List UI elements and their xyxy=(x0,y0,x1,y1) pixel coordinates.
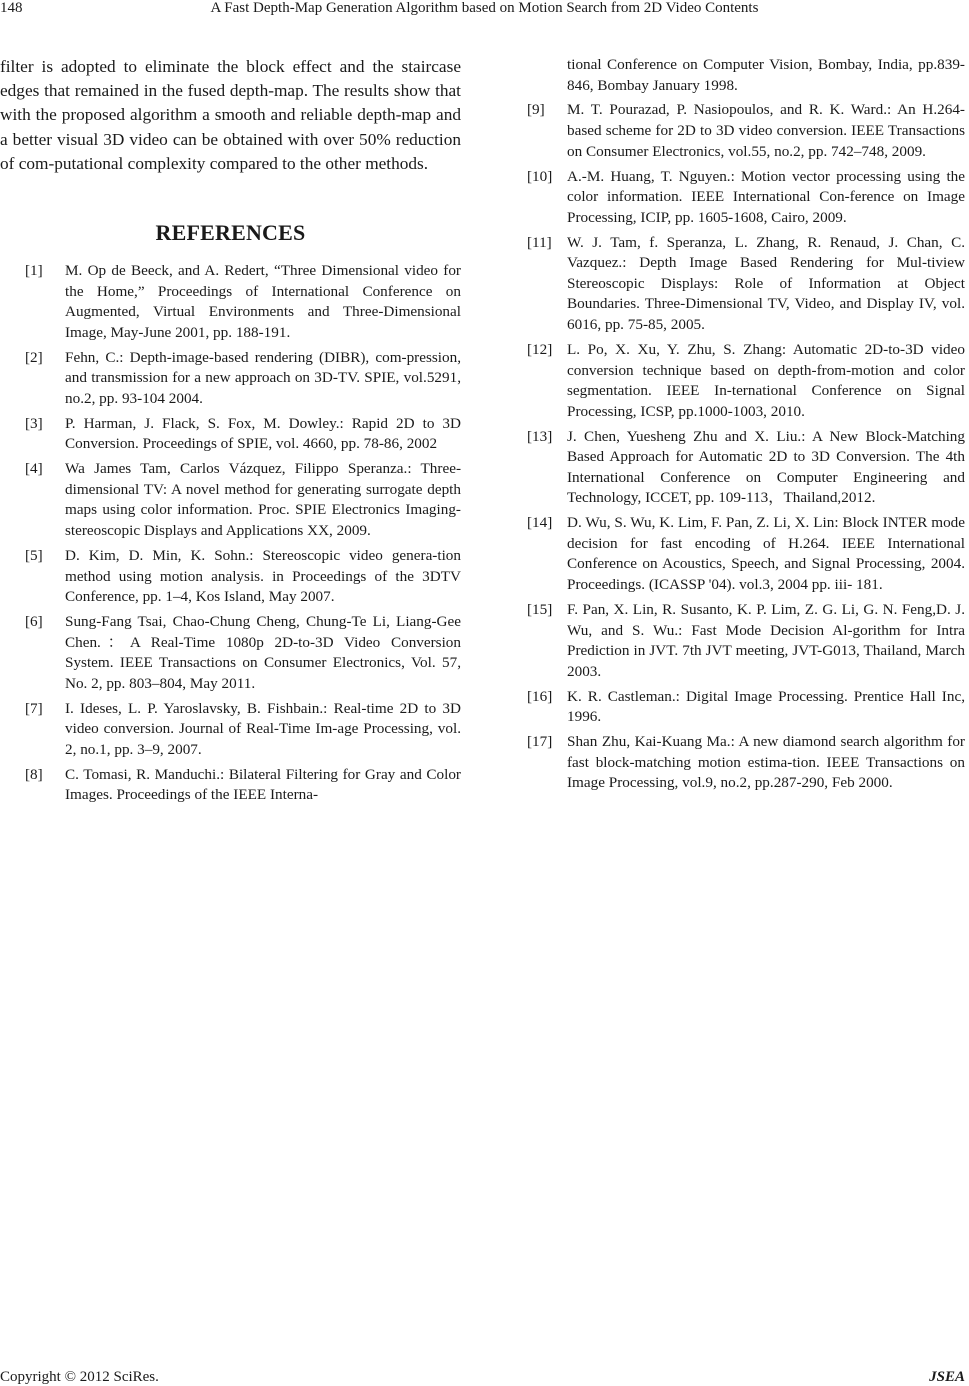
reference-item xyxy=(0,261,461,343)
reference-text: L. Po, X. Xu, Y. Zhu, S. Zhang: Automatic 2D-to-3D video conversion technique based on depth-from-motion and color segmentation. IEEE In-ternational Conference on Signal Processing, ICSP, pp.1000-1003, 2010. xyxy=(567,340,965,420)
reference-text: K. R. Castleman.: Digital Image Processing. Prentice Hall Inc, 1996. xyxy=(567,687,965,726)
page-number: 148 xyxy=(0,0,23,16)
reference-number: [16] xyxy=(527,687,553,705)
reference-number: [10] xyxy=(527,167,553,185)
references-list-right xyxy=(527,100,965,793)
reference-text: J. Chen, Yuesheng Zhu and X. Liu.: A New Block-Matching Based Approach for Automatic 2D to 3D Conversion. The 4th International Conference on Computer Engineering and Technology, ICCET, pp. 109-113，Thailand,2012. xyxy=(567,427,965,507)
reference-item xyxy=(0,348,461,410)
reference-text: M. Op de Beeck, and A. Redert, “Three Dimensional video for the Home,” Proceedings of International Conference on Augmented, Virtual Environments and Three-Dimensional Image, May-June 2001, pp. 188-191. xyxy=(65,262,461,341)
reference-item xyxy=(527,427,965,509)
reference-text: A.-M. Huang, T. Nguyen.: Motion vector processing using the color information. IEEE International Con-ference on Image Processing, ICIP, pp. 1605-1608, Cairo, 2009. xyxy=(567,167,965,226)
reference-number: [14] xyxy=(527,514,553,532)
reference-number: [17] xyxy=(527,733,553,751)
reference-number: [13] xyxy=(527,427,553,445)
left-column xyxy=(0,55,461,810)
reference-item xyxy=(527,513,965,595)
reference-number: [9] xyxy=(527,101,545,119)
reference-item xyxy=(527,340,965,422)
reference-number: [3] xyxy=(25,414,43,432)
reference-item xyxy=(527,732,965,794)
reference-item xyxy=(527,100,965,162)
reference-number: [11] xyxy=(527,233,552,251)
reference-item xyxy=(527,233,965,336)
references-heading: REFERENCES xyxy=(155,220,306,246)
running-title: A Fast Depth-Map Generation Algorithm based on Motion Search from 2D Video Contents xyxy=(210,0,759,16)
reference-8-continuation: tional Conference on Computer Vision, Bombay, India, pp.839-846, Bombay January 1998. xyxy=(567,56,965,94)
reference-item xyxy=(527,687,965,728)
reference-number: [6] xyxy=(25,613,43,630)
reference-item xyxy=(0,699,461,761)
reference-number: [4] xyxy=(25,460,43,478)
reference-number: [15] xyxy=(527,600,553,618)
reference-number: [12] xyxy=(527,340,553,358)
reference-text: D. Wu, S. Wu, K. Lim, F. Pan, Z. Li, X. Lin: Block INTER mode decision for fast encoding of H.264. IEEE International Conference on Acoustics, Speech, and Signal Processing, 2004. Proceedings. (ICASSP '04). vol.3, 2004 pp. iii- 181. xyxy=(567,514,965,594)
reference-text: D. Kim, D. Min, K. Sohn.: Stereoscopic video genera-tion method using motion analysis. in Proceedings of the 3DTV Conference, pp. 1–4, Kos Island, May 2007. xyxy=(65,546,461,606)
reference-item xyxy=(0,459,461,541)
body-paragraph: filter is adopted to eliminate the block effect and the staircase edges that remained in the fused depth-map. The results show that with the proposed algorithm a smooth and reliable depth-map and a better visual 3D video can be obtained with over 50% reduction of com-putational complexity compared to the other methods. xyxy=(0,57,461,173)
reference-number: [7] xyxy=(25,699,43,717)
reference-item xyxy=(0,765,461,806)
reference-text: Wa James Tam, Carlos Vázquez, Filippo Speranza.: Three-dimensional TV: A novel method for generating surrogate depth maps using color information. Proc. SPIE Electronics Imaging-stereoscopic Displays and Applications XX, 2009. xyxy=(65,460,461,540)
reference-item xyxy=(0,612,461,694)
references-list-left xyxy=(0,261,461,806)
reference-text: M. T. Pourazad, P. Nasiopoulos, and R. K. Ward.: An H.264-based scheme for 2D to 3D video conversion. IEEE Transactions on Consumer Electronics, vol.55, no.2, pp. 742–748, 2009. xyxy=(567,101,965,160)
reference-text: F. Pan, X. Lin, R. Susanto, K. P. Lim, Z. G. Li, G. N. Feng,D. J. Wu, and S. Wu.: Fast Mode Decision Al-gorithm for Intra Prediction in JVT. 7th JVT meeting, JVT-G013, Thailand, March 2003. xyxy=(567,600,965,680)
reference-text: P. Harman, J. Flack, S. Fox, M. Dowley.: Rapid 2D to 3D Conversion. Proceedings of SPIE, vol. 4660, pp. 78-86, 2002 xyxy=(65,414,461,453)
footer-journal: JSEA xyxy=(929,1369,965,1385)
reference-item xyxy=(527,167,965,229)
reference-text: Fehn, C.: Depth-image-based rendering (DIBR), com-pression, and transmission for a new approach on 3D-TV. SPIE, vol.5291, no.2, pp. 93-104 2004. xyxy=(65,348,461,407)
reference-text: W. J. Tam, f. Speranza, L. Zhang, R. Renaud, J. Chan, C. Vazquez.: Depth Image Based Rendering for Mul-tiview Stereoscopic Displays: Role of Information at Object Boundaries. Three-Dimensional TV, Video, and Display IV, vol. 6016, pp. 75-85, 2005. xyxy=(567,233,965,334)
reference-text: C. Tomasi, R. Manduchi.: Bilateral Filtering for Gray and Color Images. Proceedings of the IEEE Interna- xyxy=(65,765,461,804)
reference-item xyxy=(527,600,965,682)
reference-item xyxy=(0,414,461,455)
reference-number: [5] xyxy=(25,546,43,564)
reference-number: [8] xyxy=(25,765,43,783)
reference-number: [2] xyxy=(25,348,43,366)
right-column xyxy=(527,55,965,798)
reference-text: Sung-Fang Tsai, Chao-Chung Cheng, Chung-Te Li, Liang-Gee Chen.：A Real-Time 1080p 2D-to-3D Video Conversion System. IEEE Transactions on Consumer Electronics, Vol. 57, No. 2, pp. 803–804, May 2011. xyxy=(65,613,461,692)
reference-text: Shan Zhu, Kai-Kuang Ma.: A new diamond search algorithm for fast block-matching motion estima-tion. IEEE Transactions on Image Processing, vol.9, no.2, pp.287-290, Feb 2000. xyxy=(567,733,965,792)
reference-number: [1] xyxy=(25,262,43,280)
reference-text: I. Ideses, L. P. Yaroslavsky, B. Fishbain.: Real-time 2D to 3D video conversion. Journal of Real-Time Im-age Processing, vol. 2, no.1, pp. 3–9, 2007. xyxy=(65,699,461,758)
reference-item xyxy=(0,546,461,608)
footer-copyright: Copyright © 2012 SciRes. xyxy=(0,1369,159,1385)
